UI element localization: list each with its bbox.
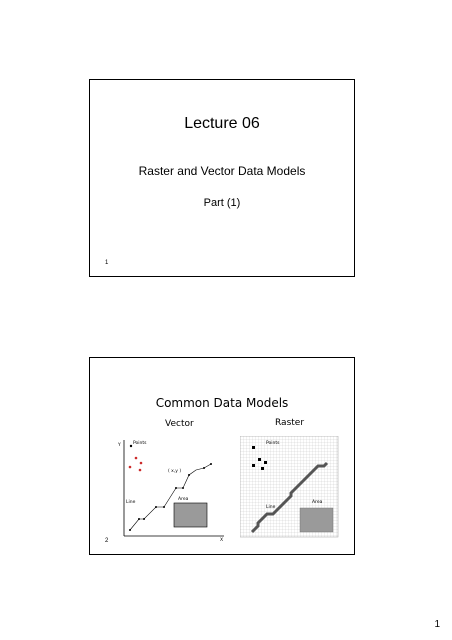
vertex [155,506,157,508]
raster-point [252,446,255,449]
slide-1-title: Lecture 06 [184,115,260,132]
vertex [175,487,177,489]
point [140,462,143,465]
vertex [188,474,190,476]
area-label: Area [178,497,189,502]
vertex [129,529,131,531]
slide-2-title: Common Data Models [155,396,289,410]
slide-1-subtitle: Raster and Vector Data Models [138,164,306,178]
vertex [138,518,140,520]
vector-diagram [116,432,228,542]
raster-points-label: Points [266,441,280,446]
raster-point [258,458,261,461]
slide-2-number: 2 [105,538,109,544]
point [129,466,132,469]
points-label: Points [133,441,147,446]
x-axis-label: X [220,538,224,542]
vector-heading: Vector [165,419,194,429]
vector-area [174,503,207,527]
vertex [182,487,184,489]
raster-area-label: Area [312,500,323,505]
raster-line-label: Line [266,505,276,510]
raster-diagram [240,436,340,540]
vertex [210,463,212,465]
slide-1-part: Part (1) [203,197,241,209]
raster-heading: Raster [275,418,305,428]
vertex [163,506,165,508]
y-axis-label: Y [118,443,121,448]
slide-1 [89,79,355,277]
raster-point [261,467,264,470]
slide-1-number: 1 [105,260,109,266]
page-number: 1 [434,619,440,630]
vertex [143,518,145,520]
raster-point [264,461,267,464]
slide-2 [89,357,355,555]
point [135,457,138,460]
raster-point [252,464,255,467]
line-label: Line [126,500,136,505]
coord-label: ( x,y ) [168,469,182,474]
point [130,445,132,447]
raster-area [300,508,333,532]
point [139,469,142,472]
vertex [203,467,205,469]
